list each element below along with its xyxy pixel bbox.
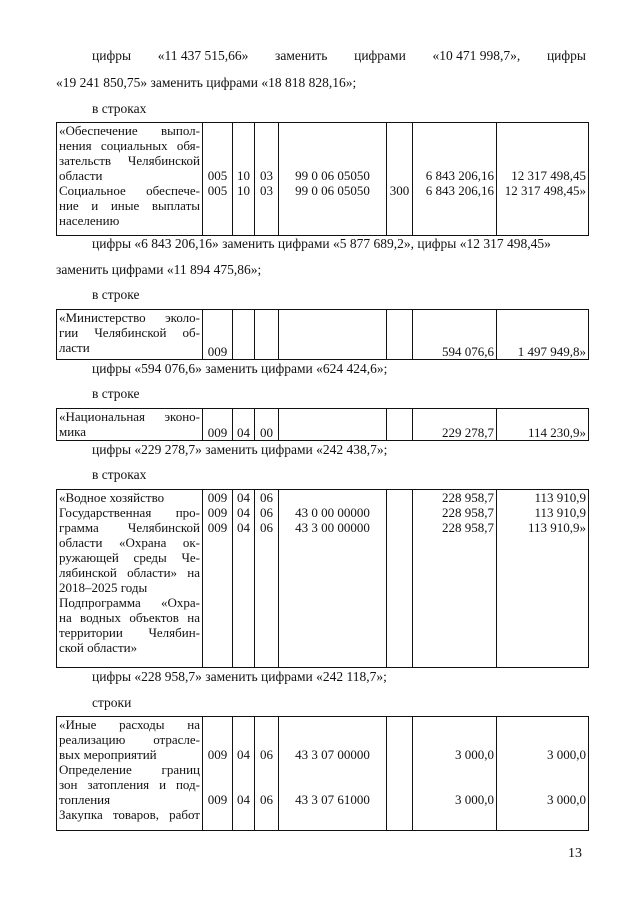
sum1-cell: 229 278,7 (413, 409, 497, 441)
intro-line-1 (92, 48, 586, 64)
subsection-cell: 06 06 06 (255, 490, 279, 668)
target-code-cell: 43 3 07 00000 43 3 07 61000 (279, 717, 387, 831)
intro-word: «10 471 998,7», (432, 48, 521, 63)
section-cell: 04 04 (233, 717, 255, 831)
table-row (57, 717, 589, 831)
expense-type-cell (387, 409, 413, 441)
sum2-cell: 12 317 498,45 12 317 498,45» (497, 123, 589, 236)
expense-type-cell: 300 (387, 123, 413, 236)
subsection-cell: 00 (255, 409, 279, 441)
section-cell: 10 10 (233, 123, 255, 236)
block1-table (56, 122, 589, 236)
section-cell: 04 (233, 409, 255, 441)
row-name-cell: «Министерство эколо- гии Челябинской об- ласти (57, 310, 203, 360)
table-row (57, 123, 589, 236)
row-name-cell: «Иные расходы на реализацию отраслe- вых мероприятий Определение границ зон затопления и под- топления Закупка товаров, работ (57, 717, 203, 831)
block3-after: цифры «229 278,7» заменить цифрами «242 438,7»; (92, 442, 388, 457)
table-row (57, 409, 589, 441)
page-number: 13 (568, 846, 582, 861)
intro-line-2: «19 241 850,75» заменить цифрами «18 818 828,16»; (56, 75, 357, 90)
block1-label: в строках (92, 101, 147, 116)
block1-after-1: цифры «6 843 206,16» заменить цифрами «5 877 689,2», цифры «12 317 498,45» (92, 236, 551, 251)
target-code-cell: 43 0 00 00000 43 3 00 00000 (279, 490, 387, 668)
intro-word: цифры (92, 48, 132, 63)
ministry-cell: 009 (203, 310, 233, 360)
block4-after: цифры «228 958,7» заменить цифрами «242 118,7»; (92, 669, 387, 684)
target-code-cell (279, 310, 387, 360)
sum2-cell: 3 000,0 3 000,0 (497, 717, 589, 831)
ministry-cell: 009 (203, 409, 233, 441)
row-name-cell: «Национальная эконо- мика (57, 409, 203, 441)
sum2-cell: 114 230,9» (497, 409, 589, 441)
target-code-cell (279, 409, 387, 441)
block5-label: строки (92, 695, 132, 710)
row-name-cell: «Обеспечение выпол- нения социальных обя- зательств Челябинской области Социальное обеспече- ние и иные выплаты населению (57, 123, 203, 236)
block5-table (56, 716, 589, 831)
sum1-cell: 594 076,6 (413, 310, 497, 360)
sum1-cell: 3 000,0 3 000,0 (413, 717, 497, 831)
intro-word: цифры (546, 48, 586, 63)
block4-label: в строках (92, 467, 147, 482)
block4-table (56, 489, 589, 668)
expense-type-cell (387, 310, 413, 360)
sum1-cell: 228 958,7 228 958,7 228 958,7 (413, 490, 497, 668)
ministry-cell: 009 009 (203, 717, 233, 831)
block3-table (56, 408, 589, 441)
intro-word: «11 437 515,66» (157, 48, 249, 63)
intro-word: заменить (275, 48, 328, 63)
subsection-cell (255, 310, 279, 360)
row-name-cell: «Водное хозяйство Государственная про- грамма Челябинской области «Охрана ок- ружающей среды Че- лябинской области» на 2018–2025 годы Подпрограмма «Охра- на водных объектов на территории Челябин- ской области» (57, 490, 203, 668)
intro-word: цифрами (354, 48, 406, 63)
table-row (57, 310, 589, 360)
section-cell: 04 04 04 (233, 490, 255, 668)
sum2-cell: 1 497 949,8» (497, 310, 589, 360)
block3-label: в строке (92, 386, 140, 401)
sum2-cell: 113 910,9 113 910,9 113 910,9» (497, 490, 589, 668)
target-code-cell: 99 0 06 05050 99 0 06 05050 (279, 123, 387, 236)
subsection-cell: 03 03 (255, 123, 279, 236)
ministry-cell: 009 009 009 (203, 490, 233, 668)
block2-table (56, 309, 589, 360)
block2-label: в строке (92, 287, 140, 302)
table-row (57, 490, 589, 668)
block1-after-2: заменить цифрами «11 894 475,86»; (56, 262, 262, 277)
subsection-cell: 06 06 (255, 717, 279, 831)
block2-after: цифры «594 076,6» заменить цифрами «624 424,6»; (92, 361, 388, 376)
expense-type-cell (387, 717, 413, 831)
section-cell (233, 310, 255, 360)
sum1-cell: 6 843 206,16 6 843 206,16 (413, 123, 497, 236)
ministry-cell: 005 005 (203, 123, 233, 236)
expense-type-cell (387, 490, 413, 668)
